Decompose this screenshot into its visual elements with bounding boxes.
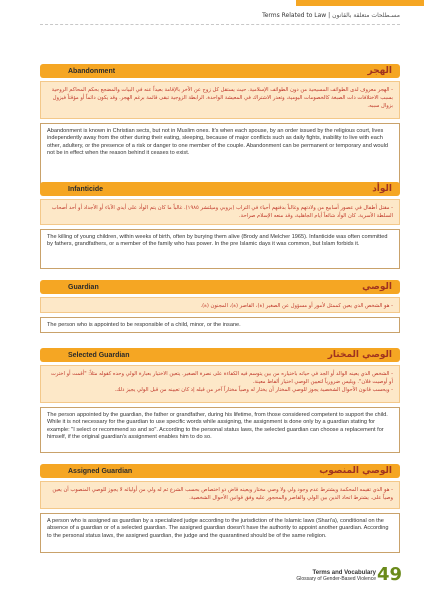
arabic-definition: - الهجر معروف لدى الطوائف المسيحية من دون الطوائف الإسلامية. حيث يستقل كل زوج عن الآخر بالإقامة بعيداً عنه في البيات والمضجع بحكم المحاكم الروحية بسبب الاختلافات ذات الصبغة كالخصومات اليومية، وتعذر الاشتراك في المعيشة الواحدة. الرابطة الزوجية تبقى قائمة برغم الهجر. وقد يكون دائماً أو مؤقتاً فيزول بزوال سببه. xyxy=(40,81,400,119)
glossary-entry-abandonment xyxy=(40,64,400,191)
term-english: Guardian xyxy=(68,283,99,291)
header-title: Terms Related to Law | مسـطلحات متعلقة بالقانون xyxy=(262,12,400,19)
page-header xyxy=(0,0,424,32)
header-title-en: Terms Related to Law xyxy=(262,12,327,19)
term-english: Abandonment xyxy=(68,67,116,75)
entry-title-bar xyxy=(40,348,400,362)
english-definition: The killing of young children, within weeks of birth, often by burying them alive (Brody and Melcher 1965). Infanticide was often committed by fathers, grandfathers, or a member of the family who has power. In the pre Islamic days it was common, but Islam forbids it. xyxy=(40,229,400,269)
term-arabic: الهجر xyxy=(367,66,392,76)
arabic-definition: - هو الذي تقيمه المحكمة ويشترط عدم وجود ولي ولا وصي مختار ويعينه قاض ذو اختصاص بحسب الشرع ثم له ولي من أوليائه لا يجوز للوصي المنصوب أن يعين وصياً على. يشترط اتحاد الدين بين الولي والقاصر والمحجور عليه وفق قوانين الأحوال الشخصية. xyxy=(40,481,400,509)
header-title-ar: مسـطلحات متعلقة بالقانون xyxy=(332,12,400,19)
entry-title-bar xyxy=(40,64,400,78)
term-arabic: الوأد xyxy=(372,184,392,194)
term-arabic: الوصي المنصوب xyxy=(319,466,392,476)
glossary-entry-infanticide xyxy=(40,182,400,269)
english-definition: The person who is appointed to be responsible of a child, minor, or the insane. xyxy=(40,317,400,333)
entry-title-bar xyxy=(40,280,400,294)
term-english: Infanticide xyxy=(68,185,104,193)
english-definition: Abandonment is known in Christian sects, but not in Muslim ones. It's when each spouse, by an order issued by the religious court, lives independently away from the other during their eating, sleeping, because of major conflicts such as daily fights, inability to live with each other, adultery, or the presence of a risk or danger to one member of the couple. Abandonment can be permanent or temporary and would not be in effect when the reason behind it ceases to exist. xyxy=(40,123,400,191)
header-divider xyxy=(40,24,400,25)
glossary-entry-guardian xyxy=(40,280,400,333)
arabic-definition: - مقتل أطفال في عصور أسابيع من ولادتهم وغالباً بدفنهم أحياء في التراب (بروبي وميلتشر ١٩٨٥). غالباً ما كان يتم الوأد على أيدي الآباء أو الأجداد أو أحد أصحاب السلطة الأسرية. كان الوأد شائعاً أيام الجاهلية، وقد منعه الإسلام صراحة. xyxy=(40,199,400,225)
term-english: Selected Guardian xyxy=(68,351,130,359)
arabic-definition: - هو الشخص الذي يعين كممثل لأمور أو مسؤول عن الصغير (ة)، القاصر (ة)، المجنون (ة). xyxy=(40,297,400,313)
footer-subtitle: Glossary of Gender-Based Violence xyxy=(296,576,376,582)
entry-title-bar xyxy=(40,464,400,478)
term-english: Assigned Guardian xyxy=(68,467,133,475)
glossary-entry-assigned-guardian xyxy=(40,464,400,553)
footer-caption xyxy=(296,570,376,582)
arabic-definition: - الشخص الذي يعينه الوالد أو الجد في حياته باختياره من بين يتوسم فيه الكفاءة على نصرة الصغير. يتعين الاختيار بعبارة الولي وحده كقوله مثلاً: "أقمت أو اخترت أو أوصيت فلان". ويليس ضرورياً لتعيين الوصي اختيار ألفاظ معينة. - ويحسب قانون الأحوال الشخصية يجوز للوصي المختار أن يختار له وصياً مختاراً آخر من قبله إذ كان تعيينه من قبل الولي يجيز ذلك. xyxy=(40,365,400,403)
english-definition: The person appointed by the guardian, the father or grandfather, during his lifetime, from those considered competent to support the child. While it is not necessary for the guardian to use specific words while assigning, the assignment is done only by a guardian stating for example: "I select or recommend so and so". According to the personal status laws, the selected guardian can choose a replacement for himself, if the original guardian's assignment enables him to do so. xyxy=(40,407,400,453)
header-accent-bar xyxy=(296,0,424,6)
footer-title: Terms and Vocabulary xyxy=(312,570,376,576)
glossary-entry-selected-guardian xyxy=(40,348,400,453)
english-definition: A person who is assigned as guardian by a specialized judge according to the jurisdiction of the Islamic laws (Shari'a), conditional on the absence of a guardian or of a selected guardian. The assigned guardian doesn't have the authority to appoint another guardian. According to the personal status laws, the assigned guardian, the judge and the quarantined should be of the same religion. xyxy=(40,513,400,553)
entry-title-bar xyxy=(40,182,400,196)
page-number: 49 xyxy=(376,564,402,585)
term-arabic: الوصي xyxy=(362,282,392,292)
term-arabic: الوصي المختار xyxy=(327,350,392,360)
